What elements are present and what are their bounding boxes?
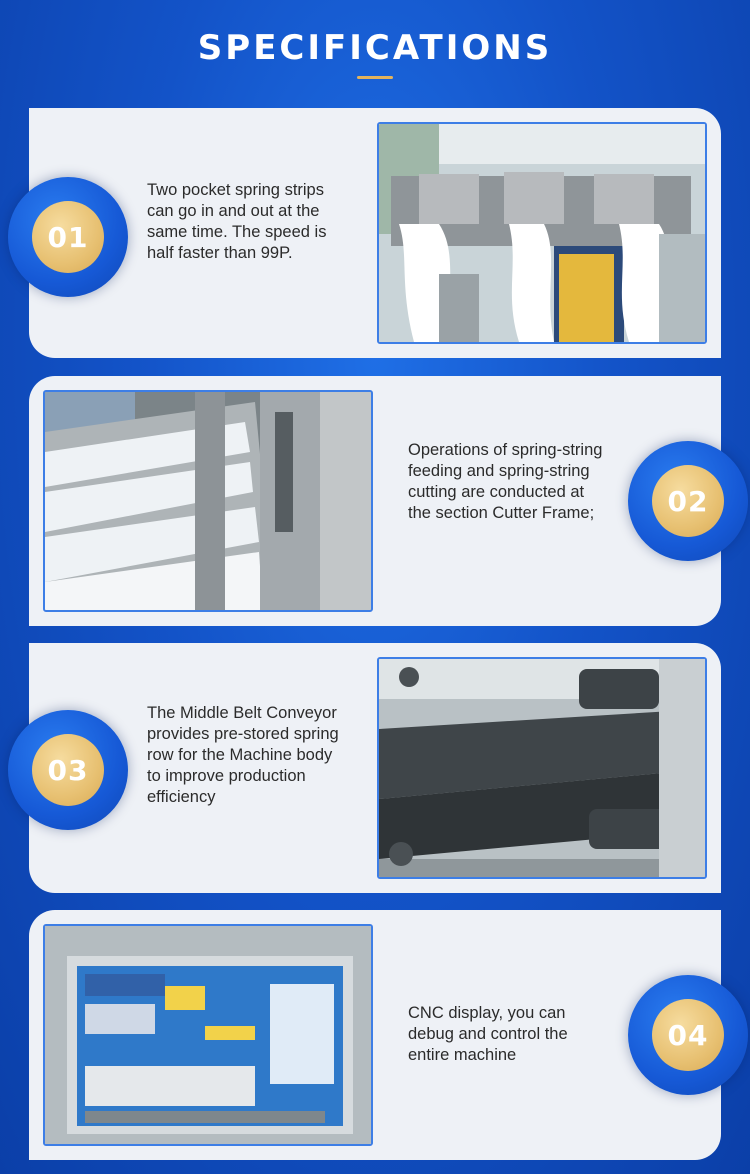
badge-04 xyxy=(628,975,748,1095)
badge-01-number: 01 xyxy=(32,201,104,273)
feature-02-text: Operations of spring-string feeding and spring-string cutting are conducted at the section Cutter Frame; xyxy=(408,441,603,522)
feature-03-text: The Middle Belt Conveyor provides pre-stored spring row for the Machine body to improve production efficiency xyxy=(147,704,339,806)
feature-01-text: Two pocket spring strips can go in and out at the same time. The speed is half faster than 99P. xyxy=(147,181,327,262)
spring-strip-machine-photo xyxy=(377,122,707,344)
cutter-frame-photo xyxy=(43,390,373,612)
feature-card-03 xyxy=(29,643,721,893)
badge-01 xyxy=(8,177,128,297)
badge-02-number: 02 xyxy=(652,465,724,537)
cnc-display-photo xyxy=(43,924,373,1146)
feature-04-text: CNC display, you can debug and control the entire machine xyxy=(408,1004,568,1064)
badge-03 xyxy=(8,710,128,830)
page-title: SPECIFICATIONS xyxy=(197,28,553,68)
feature-card-04 xyxy=(29,910,721,1160)
title-underline xyxy=(357,76,393,79)
feature-card-01 xyxy=(29,108,721,358)
badge-04-number: 04 xyxy=(652,999,724,1071)
feature-card-02 xyxy=(29,376,721,626)
badge-03-number: 03 xyxy=(32,734,104,806)
badge-02 xyxy=(628,441,748,561)
belt-conveyor-photo xyxy=(377,657,707,879)
